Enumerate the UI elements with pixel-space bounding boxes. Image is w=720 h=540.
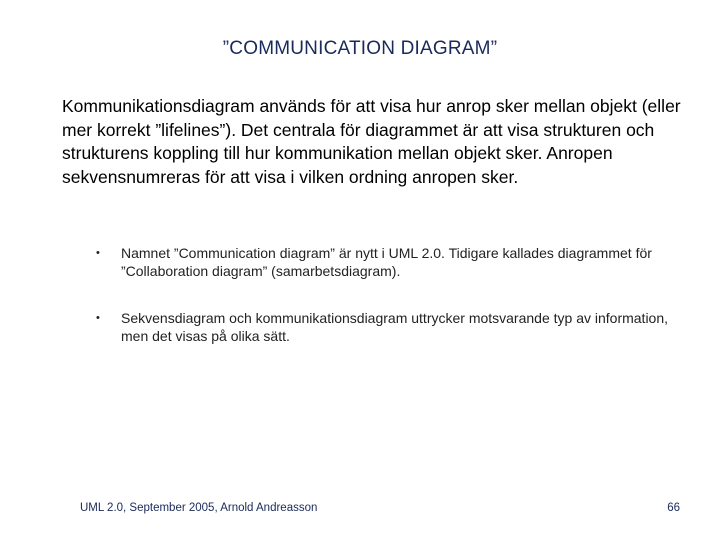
page-number: 66 [667,502,680,514]
intro-paragraph: Kommunikationsdiagram används för att visa hur anrop sker mellan objekt (eller mer korrekt ”lifelines”). Det centrala för diagrammet är att visa strukturen och strukturens koppling till hur kommunikation mellan objekt sker. Anropen sekvensnumreras för att visa i vilken ordning anropen sker. [62,96,681,187]
bullet-text: Sekvensdiagram och kommunikationsdiagram uttrycker motsvarande typ av information, men det visas på olika sätt. [121,310,669,344]
slide-title: ”COMMUNICATION DIAGRAM” [222,38,498,59]
bullet-list [96,244,676,374]
bullet-text: Namnet ”Communication diagram” är nytt i UML 2.0. Tidigare kallades diagrammet för ”Collaboration diagram” (samarbetsdiagram). [121,245,652,279]
bullet-marker: • [96,247,100,259]
bullet-marker: • [96,312,100,324]
bullet-item-comparison [96,309,676,345]
bullet-item-name-history [96,244,676,280]
footer-source: UML 2.0, September 2005, Arnold Andreasson [80,502,318,514]
